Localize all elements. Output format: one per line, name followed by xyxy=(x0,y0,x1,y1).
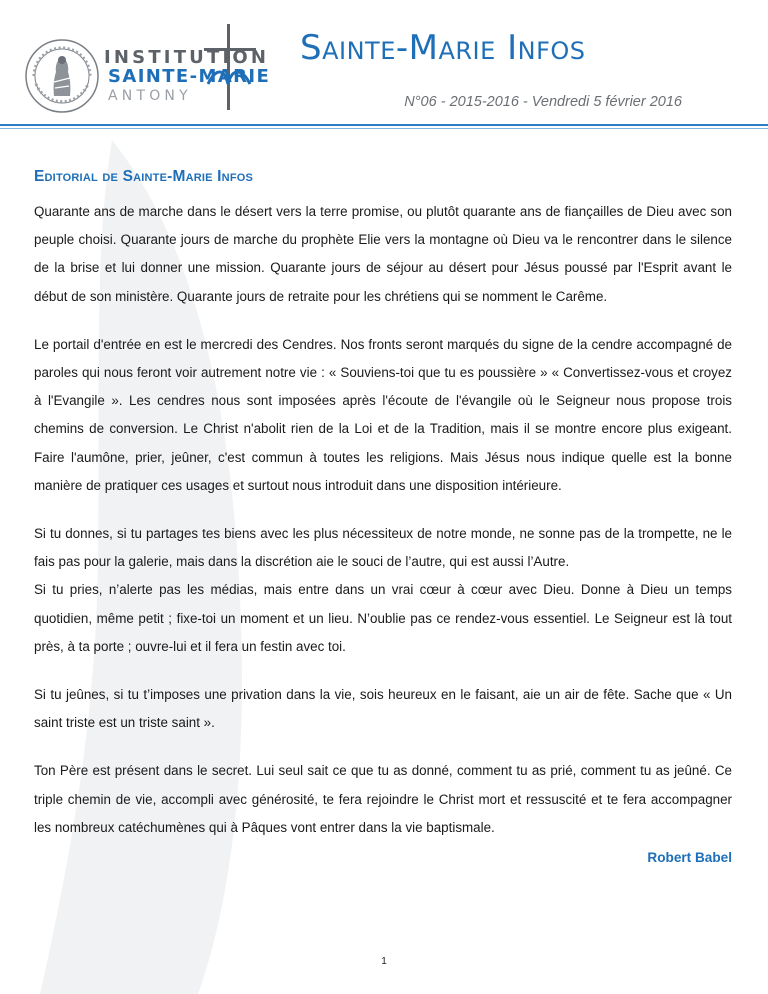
article-paragraph: Si tu donnes, si tu partages tes biens avec les plus nécessiteux de notre monde, ne sonne pas de la trompette, ne le fais pas pour la galerie, mais dans la discrétion aie le souci de l’autre, qui est aussi l’Autre. xyxy=(34,526,732,570)
logo-sainte-marie-text: SAINTE-MARIE xyxy=(108,66,271,87)
article-paragraph: Si tu pries, n’alerte pas les médias, mais entre dans un vrai cœur à cœur avec Dieu. Donne à Dieu un temps quotidien, même petit ; fixe-toi un moment et un lieu. N’oublie pas ce rendez-vous essentiel. Le Seigneur est là tout près, à ta porte ; ouvre-lui et il fera un festin avec toi. xyxy=(34,582,732,654)
masthead-header xyxy=(0,0,768,130)
editorial-article xyxy=(34,168,732,865)
header-rule-thin xyxy=(0,128,768,129)
article-paragraph: Ton Père est présent dans le secret. Lui seul sait ce que tu as donné, comment tu as prié, comment tu as jeûné. Ce triple chemin de vie, accompli avec générosité, te fera rejoindre le Christ mort et ressuscité et te fera accompagner les nombreux catéchumènes qui à Pâques vont entrer dans la vie baptismale. xyxy=(34,763,732,835)
school-seal-icon xyxy=(24,38,100,114)
newsletter-title: Sainte-Marie Infos xyxy=(300,28,586,68)
article-title: Editorial de Sainte-Marie Infos xyxy=(34,168,254,185)
article-paragraph: Quarante ans de marche dans le désert vers la terre promise, ou plutôt quarante ans de fiançailles de Dieu avec son peuple choisi. Quarante jours de marche du prophète Elie vers la montagne où Dieu va le rencontrer dans le silence de la brise et lui donner une mission. Quarante jours de séjour au désert pour Jésus poussé par l'Esprit avant le début de son ministère. Quarante jours de retraite pour les chrétiens qui se nomment le Carême. xyxy=(34,204,732,304)
logo-institution-text: INSTITUTION xyxy=(104,47,270,68)
article-paragraph: Si tu jeûnes, si tu t’imposes une privation dans la vie, sois heureux en le faisant, aie un air de fête. Sache que « Un saint triste est un triste saint ». xyxy=(34,687,732,731)
page-number: 1 xyxy=(381,956,387,967)
author-signature: Robert Babel xyxy=(647,850,732,866)
logo-antony-text: ANTONY xyxy=(108,88,192,104)
article-paragraph: Le portail d'entrée en est le mercredi des Cendres. Nos fronts seront marqués du signe de la cendre accompagné de paroles qui nous feront voir autrement notre vie : « Souviens-toi que tu es poussière » « Convertissez-vous et croyez à l'Evangile ». Les cendres nous sont imposées après l'écoute de l'évangile où le Seigneur nous propose trois chemins de conversion. Le Christ n'abolit rien de la Loi et de la Tradition, mais il se montre encore plus exigeant. Faire l'aumône, prier, jeûner, c'est commun à toutes les religions. Mais Jésus nous indique quelle est la bonne manière de pratiquer ces usages et surtout nous introduit dans une disposition intérieure. xyxy=(34,336,732,493)
issue-date-line: N°06 - 2015-2016 - Vendredi 5 février 2016 xyxy=(404,94,682,110)
header-rule-thick xyxy=(0,124,768,126)
